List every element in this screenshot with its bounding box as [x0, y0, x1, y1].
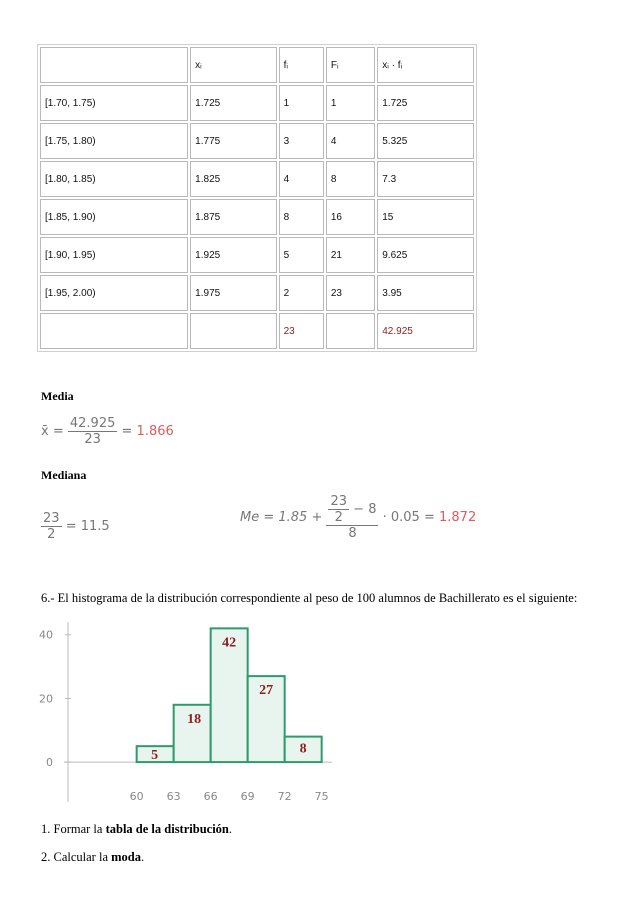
table-cell: fᵢ — [279, 47, 324, 83]
table-cell: 42.925 — [377, 313, 474, 349]
table-cell: [1.75, 1.80) — [40, 123, 188, 159]
frequency-table — [37, 44, 477, 352]
media-formula: x̄ = $\frac{42.925}{23}$ = 1.866 — [41, 416, 174, 447]
x-tick-label: 63 — [166, 790, 181, 803]
table-cell: 7.3 — [377, 161, 474, 197]
mediana-formula: Me = 1.85 + $\frac{23}{2}$ − 8 8 · 0.05 = 1.872 — [240, 494, 477, 541]
bar-value-label: 42 — [222, 635, 237, 651]
bar-value-label: 5 — [151, 748, 159, 764]
media-result: 1.866 — [136, 424, 174, 439]
histogram-chart — [30, 618, 340, 806]
table-cell: 1.875 — [190, 199, 276, 235]
question-1: 1. Formar la tabla de la distribución. — [41, 822, 232, 836]
table-cell: 23 — [279, 313, 324, 349]
table-cell: 1 — [279, 85, 324, 121]
table-row — [40, 161, 474, 197]
table-cell: [1.85, 1.90) — [40, 199, 188, 235]
x-tick-label: 69 — [240, 790, 255, 803]
table-row — [40, 85, 474, 121]
table-cell: 1.925 — [190, 237, 276, 273]
table-cell: 8 — [326, 161, 375, 197]
media-heading: Media — [41, 389, 74, 403]
table-cell — [40, 47, 188, 83]
table-cell: [1.70, 1.75) — [40, 85, 188, 121]
mediana-result: 1.872 — [439, 510, 477, 525]
mediana-position-formula: $\frac{23}{2}$ = 11.5 — [43, 511, 110, 542]
table-cell: 23 — [326, 275, 375, 311]
bar-value-label: 18 — [187, 711, 202, 727]
y-tick-label: 0 — [46, 756, 53, 770]
problem-statement: 6.- El histograma de la distribución correspondiente al peso de 100 alumnos de Bachillerato es el siguiente: — [41, 591, 578, 605]
mean-symbol: x̄ — [41, 424, 49, 439]
x-tick-label: 60 — [129, 790, 144, 803]
table-cell — [326, 313, 375, 349]
table-cell — [40, 313, 188, 349]
x-tick-label: 75 — [314, 790, 329, 803]
table-cell: [1.90, 1.95) — [40, 237, 188, 273]
table-cell: 9.625 — [377, 237, 474, 273]
table-cell: 5 — [279, 237, 324, 273]
table-row — [40, 237, 474, 273]
table-cell: 4 — [326, 123, 375, 159]
table-cell: 16 — [326, 199, 375, 235]
table-cell: 1.725 — [190, 85, 276, 121]
table-cell: 1.975 — [190, 275, 276, 311]
table-cell: xᵢ — [190, 47, 276, 83]
table-cell: [1.80, 1.85) — [40, 161, 188, 197]
table-cell: 1.825 — [190, 161, 276, 197]
bar-value-label: 27 — [259, 683, 274, 699]
table-cell: 3.95 — [377, 275, 474, 311]
table-cell: 8 — [279, 199, 324, 235]
y-tick-label: 20 — [39, 692, 53, 706]
table-cell: Fᵢ — [326, 47, 375, 83]
y-tick-label: 40 — [39, 628, 53, 642]
table-cell — [190, 313, 276, 349]
table-cell: xᵢ · fᵢ — [377, 47, 474, 83]
mediana-outer-fraction: $\frac{23}{2}$ − 8 8 — [326, 494, 378, 541]
table-totals-row — [40, 313, 474, 349]
table-cell: 21 — [326, 237, 375, 273]
table-cell: 1.775 — [190, 123, 276, 159]
table-cell: 2 — [279, 275, 324, 311]
x-tick-label: 72 — [277, 790, 292, 803]
table-cell: [1.95, 2.00) — [40, 275, 188, 311]
table-row — [40, 123, 474, 159]
table-cell: 1 — [326, 85, 375, 121]
table-row — [40, 199, 474, 235]
table-cell: 3 — [279, 123, 324, 159]
table-cell: 15 — [377, 199, 474, 235]
x-tick-label: 66 — [203, 790, 218, 803]
table-cell: 5.325 — [377, 123, 474, 159]
question-2: 2. Calcular la moda. — [41, 850, 145, 864]
bar-value-label: 8 — [299, 741, 307, 757]
table-cell: 4 — [279, 161, 324, 197]
table-row — [40, 275, 474, 311]
mediana-heading: Mediana — [41, 468, 87, 482]
table-cell: 1.725 — [377, 85, 474, 121]
table-header-row — [40, 47, 474, 83]
media-fraction: $\frac{42.925}{23}$ — [69, 416, 116, 447]
